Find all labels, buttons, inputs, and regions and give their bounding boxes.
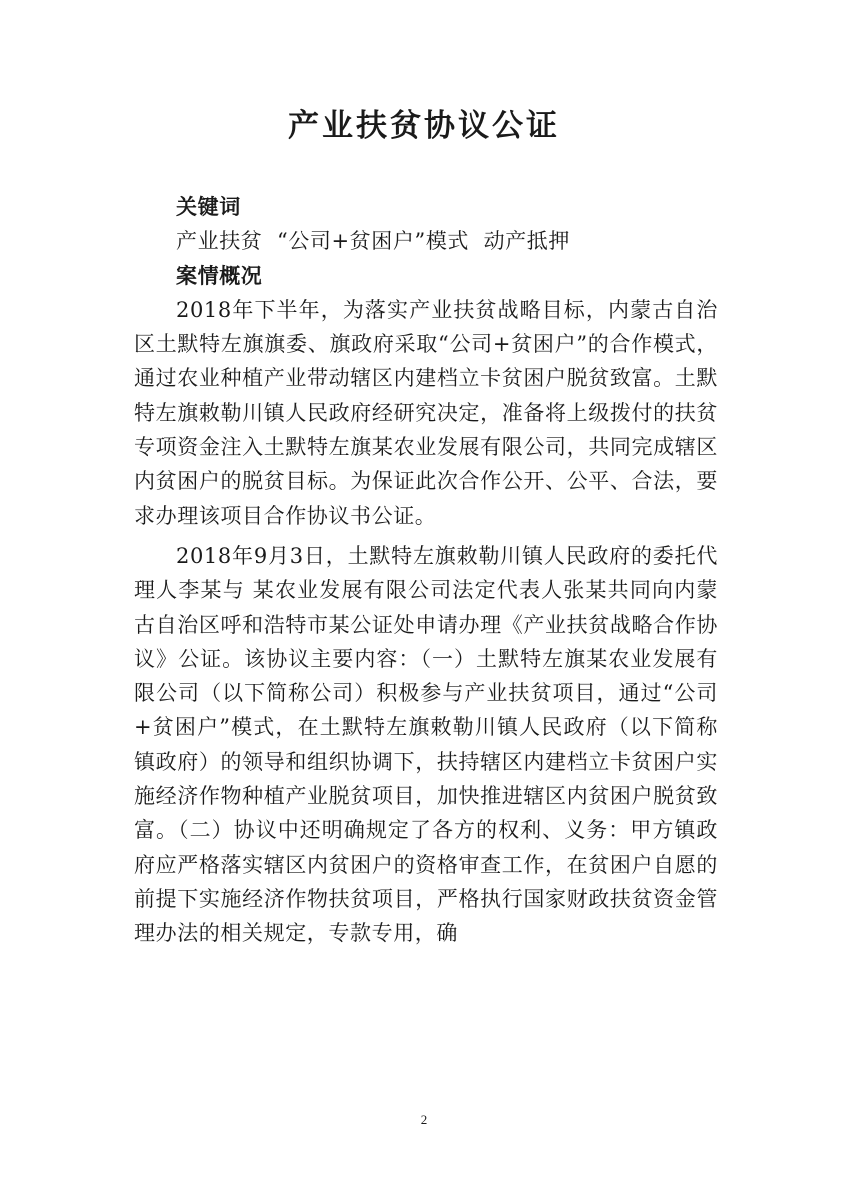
document-body <box>134 190 718 957</box>
paragraph: 2018年下半年，为落实产业扶贫战略目标，内蒙古自治区土默特左旗旗委、旗政府采取“公司+贫困户”的合作模式，通过农业种植产业带动辖区内建档立卡贫困户脱贫致富。土默特左旗敕勒川镇人民政府经研究决定，准备将上级拨付的扶贫专项资金注入土默特左旗某农业发展有限公司，共同完成辖区内贫困户的脱贫目标。为保证此次合作公开、公平、合法，要求办理该项目合作协议书公证。 <box>134 297 718 528</box>
case-overview-heading: 案情概况 <box>176 263 263 288</box>
keywords-heading: 关键词 <box>176 195 241 219</box>
keywords-text: 产业扶贫 “公司+贫困户”模式 动产抵押 <box>176 229 570 254</box>
paragraph: 2018年9月3日，土默特左旗敕勒川镇人民政府的委托代理人李某与 某农业发展有限公司法定代表人张某共同向内蒙古自治区呼和浩特市某公证处申请办理《产业扶贫战略合作协议》公证。该协议主要内容：（一）土默特左旗某农业发展有限公司（以下简称公司）积极参与产业扶贫项目，通过“公司+贫困户”模式，在土默特左旗敕勒川镇人民政府（以下简称镇政府）的领导和组织协调下，扶持辖区内建档立卡贫困户实施经济作物种植产业脱贫项目，加快推进辖区内贫困户脱贫致富。（二）协议中还明确规定了各方的权利、义务：甲方镇政府应严格落实辖区内贫困户的资格审查工作，在贫困户自愿的前提下实施经济作物扶贫项目，严格执行国家财政扶贫资金管理办法的相关规定，专款专用，确 <box>134 543 718 946</box>
page-number: 2 <box>420 1112 428 1127</box>
document-title: 产业扶贫协议公证 <box>288 108 560 144</box>
